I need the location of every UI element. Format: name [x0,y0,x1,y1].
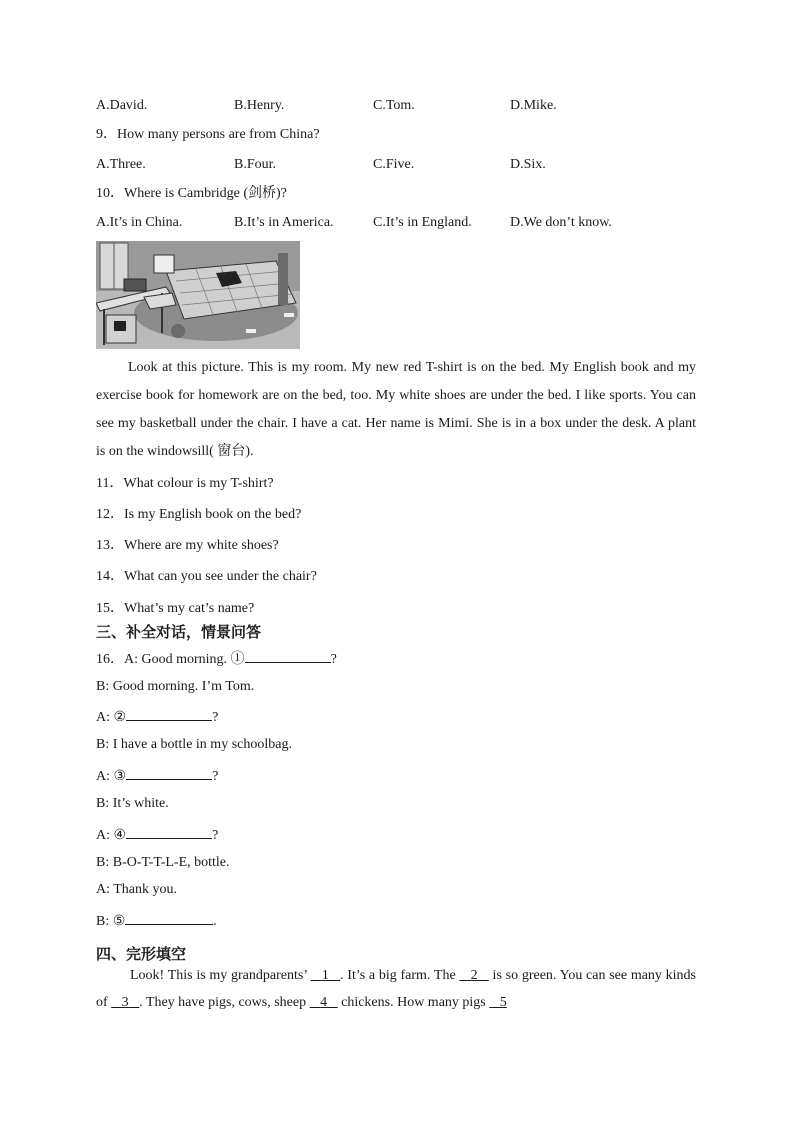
reading-question-12: 12．Is my English book on the bed? [96,507,302,522]
q8-option-d: D.Mike. [510,98,557,113]
reading-question-13: 13．Where are my white shoes? [96,538,279,553]
dialogue-line: B: It’s white. [96,796,169,811]
q10-question: 10．Where is Cambridge (剑桥)? [96,186,287,201]
cloze-blank-1[interactable]: 1 [321,968,329,983]
q9-question: 9．How many persons are from China? [96,127,320,142]
q10-option-c: C.It’s in England. [373,215,472,230]
answer-blank[interactable] [126,765,212,780]
reading-question-14: 14．What can you see under the chair? [96,569,317,584]
q9-option-c: C.Five. [373,157,415,172]
q8-option-a: A.David. [96,98,148,113]
q9-option-d: D.Six. [510,157,546,172]
q10-option-b: B.It’s in America. [234,215,334,230]
q9-option-b: B.Four. [234,157,277,172]
dialogue-line: B: B-O-T-T-L-E, bottle. [96,855,230,870]
answer-blank[interactable] [126,824,212,839]
section-4-title: 四、完形填空 [96,945,187,963]
dialogue-line: B: I have a bottle in my schoolbag. [96,737,292,752]
dialogue-line: B: Good morning. I’m Tom. [96,679,255,694]
cloze-passage: Look! This is my grandparents’ 1 . It’s a big farm. The 2 is so green. You can see many kinds of 3 . They have pigs, cows, sheep 4 chickens. How many pigs 5 [96,968,697,1010]
cloze-blank-4[interactable]: 4 [320,995,328,1010]
dialogue-line: A: Thank you. [96,882,178,897]
dialogue-line: B: ⑤ . [96,910,217,931]
dialogue-line: A: ② ? [96,706,218,727]
cloze-blank-2[interactable]: 2 [470,968,478,983]
cloze-blank-5[interactable]: 5 [499,995,507,1010]
q8-option-c: C.Tom. [373,98,415,113]
q10-option-d: D.We don’t know. [510,215,612,230]
reading-question-15: 15．What’s my cat’s name? [96,601,255,616]
dialogue-line: A: ④ ? [96,824,218,845]
cloze-blank-3[interactable]: 3 [121,995,129,1010]
reading-question-11: 11．What colour is my T-shirt? [96,476,274,491]
q9-option-a: A.Three. [96,157,146,172]
answer-blank[interactable] [125,910,213,925]
dialogue-line: 16．A: Good morning. ① ? [96,648,337,669]
answer-blank[interactable] [126,706,212,721]
q8-option-b: B.Henry. [234,98,285,113]
q10-option-a: A.It’s in China. [96,215,183,230]
section-3-title: 三、补全对话，情景问答 [96,623,262,641]
bedroom-picture [96,241,300,349]
dialogue-line: A: ③ ? [96,765,218,786]
answer-blank[interactable] [245,648,331,663]
reading-passage: Look at this picture. This is my room. My new red T-shirt is on the bed. My English book and my exercise book for homework are on the bed, too. My white shoes are under the bed. I like sports. You can see my basketball under the chair. I have a cat. Her name is Mimi. She is in a box under the desk. A plant is on the windowsill( 窗台). [96,360,696,459]
